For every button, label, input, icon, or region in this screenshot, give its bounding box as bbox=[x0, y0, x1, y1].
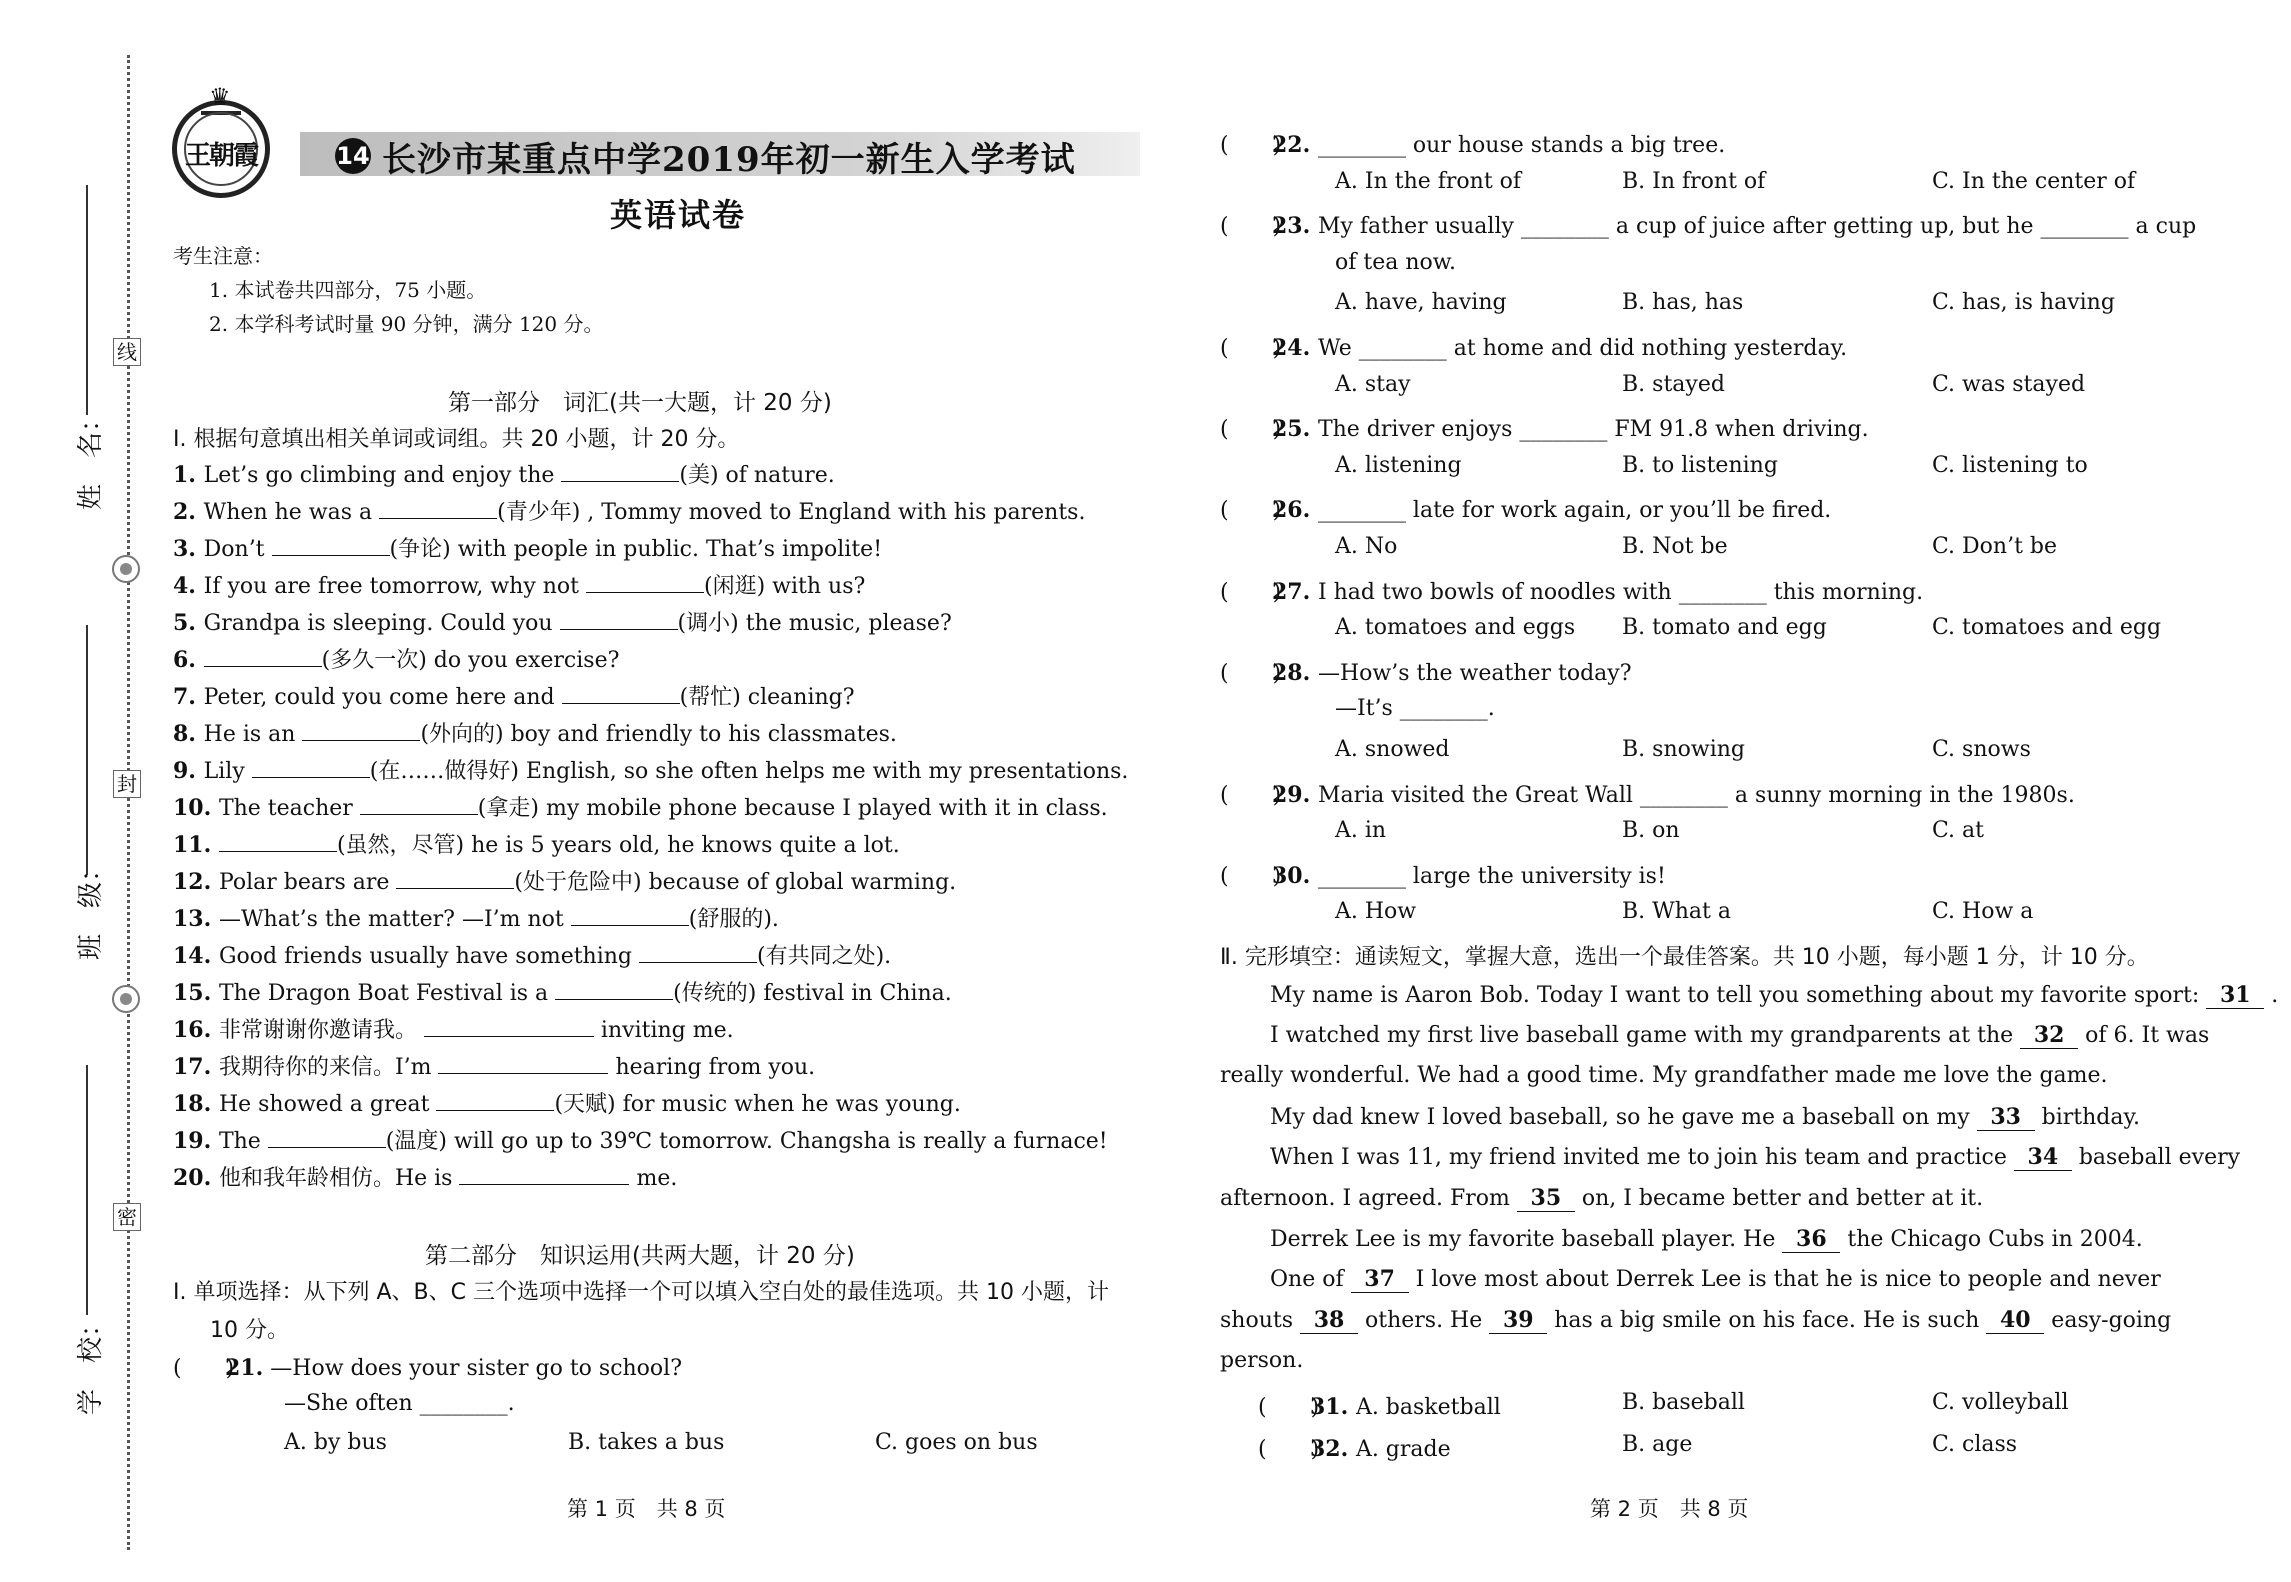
question-number: 3. bbox=[173, 536, 204, 562]
option-a[interactable]: A. snowed bbox=[1335, 737, 1450, 762]
question-text: Lily bbox=[203, 759, 252, 784]
question-number: 4. bbox=[173, 573, 204, 599]
cloze-text: the Chicago Cubs in 2004. bbox=[1840, 1227, 2143, 1252]
question-text: If you are free tomorrow, why not bbox=[203, 574, 586, 599]
part1-question bbox=[173, 902, 779, 933]
option-a[interactable]: A. listening bbox=[1335, 452, 1462, 478]
option-b[interactable]: B. tomato and egg bbox=[1622, 615, 1827, 641]
option-c[interactable]: C. volleyball bbox=[1932, 1390, 2069, 1415]
cloze-blank[interactable]: 34 bbox=[2014, 1144, 2072, 1171]
notes-heading: 考生注意： bbox=[173, 244, 273, 268]
school-field-line[interactable] bbox=[86, 1065, 88, 1315]
mc-question-line bbox=[1220, 209, 2196, 240]
cloze-text: birthday. bbox=[2034, 1105, 2140, 1130]
cloze-text: My name is Aaron Bob. Today I want to tell you something about my favorite sport: bbox=[1270, 983, 2207, 1008]
question-text: —What’s the matter? —I’m not bbox=[218, 907, 571, 932]
cloze-text: easy-going bbox=[2044, 1308, 2172, 1333]
part1-question bbox=[173, 643, 619, 674]
chinese-hint: (有共同之处). bbox=[757, 944, 892, 969]
question-text: He is an bbox=[203, 722, 303, 747]
question-number: 19. bbox=[173, 1128, 219, 1154]
answer-blank[interactable] bbox=[379, 496, 497, 519]
question-number: 31. bbox=[1310, 1394, 1356, 1420]
question-number: 9. bbox=[173, 758, 204, 784]
question-number: 11. bbox=[173, 832, 219, 858]
option-a[interactable]: A. basketball bbox=[1355, 1395, 1501, 1420]
cloze-line bbox=[1270, 1022, 2209, 1049]
cloze-blank[interactable]: 36 bbox=[1782, 1226, 1840, 1253]
answer-blank[interactable] bbox=[396, 866, 514, 889]
option-a[interactable]: A. In the front of bbox=[1335, 168, 1522, 194]
question-number: 30. bbox=[1272, 862, 1318, 889]
question-text: because of global warming. bbox=[641, 870, 957, 895]
option-c[interactable]: C. was stayed bbox=[1932, 371, 2086, 397]
question-text: with people in public. That’s impolite! bbox=[450, 537, 883, 562]
option-c[interactable]: C. goes on bus bbox=[875, 1430, 1038, 1455]
question-number: 2. bbox=[173, 499, 204, 525]
question-number: 14. bbox=[173, 943, 219, 969]
question-text: cleaning? bbox=[740, 685, 855, 710]
option-a[interactable]: A. by bus bbox=[284, 1430, 387, 1455]
answer-paren[interactable]: ( ) bbox=[1258, 1437, 1320, 1462]
page-footer: 第 1 页 共 8 页 bbox=[567, 1497, 726, 1521]
question-number: 32. bbox=[1310, 1436, 1356, 1462]
answer-paren[interactable]: ( ) bbox=[1220, 660, 1282, 686]
part1-question bbox=[173, 680, 855, 711]
part2-title: 第二部分 知识运用(共两大题，计 20 分) bbox=[425, 1243, 855, 1269]
answer-blank[interactable] bbox=[424, 1014, 594, 1037]
cloze-blank[interactable]: 38 bbox=[1300, 1307, 1358, 1334]
question-number: 27. bbox=[1272, 578, 1318, 605]
question-text: boy and friendly to his classmates. bbox=[503, 722, 897, 747]
question-number: 24. bbox=[1272, 335, 1318, 361]
name-label: 姓 名： bbox=[76, 405, 106, 510]
cloze-text: Derrek Lee is my favorite baseball player. He bbox=[1270, 1227, 1783, 1252]
answer-blank[interactable] bbox=[459, 1162, 629, 1185]
question-text: English, so she often helps me with my presentations. bbox=[518, 759, 1129, 784]
mc-question-line bbox=[1220, 656, 1632, 687]
chinese-hint: (处于危险中) bbox=[514, 870, 642, 895]
cloze-text: has a big smile on his face. He is such bbox=[1547, 1308, 1987, 1333]
cloze-text: of 6. It was bbox=[2078, 1023, 2210, 1048]
cloze-direction: Ⅱ. 完形填空：通读短文，掌握大意，选出一个最佳答案。共 10 小题，每小题 1 分，计 10 分。 bbox=[1220, 945, 2149, 970]
question-number: 13. bbox=[173, 906, 219, 932]
mc-question-line bbox=[1220, 493, 1831, 524]
question-number: 28. bbox=[1272, 659, 1318, 686]
chinese-hint: (天赋) bbox=[554, 1092, 616, 1117]
option-b[interactable]: B. In front of bbox=[1622, 168, 1766, 194]
answer-blank[interactable] bbox=[562, 681, 680, 704]
cloze-text: My dad knew I loved baseball, so he gave me a baseball on my bbox=[1270, 1105, 1977, 1130]
answer-blank[interactable] bbox=[639, 940, 757, 963]
paper-number-badge: 14 bbox=[335, 138, 371, 174]
part2-direction-cont: 10 分。 bbox=[210, 1318, 289, 1343]
answer-blank[interactable] bbox=[586, 570, 704, 593]
chinese-hint: (传统的) bbox=[673, 981, 757, 1006]
notes-item: 1. 本试卷共四部分，75 小题。 bbox=[209, 278, 487, 302]
option-a[interactable]: A. tomatoes and eggs bbox=[1335, 615, 1576, 641]
cloze-line bbox=[1270, 1226, 2143, 1253]
question-text: The driver enjoys ________ FM 91.8 when driving. bbox=[1317, 417, 1869, 443]
question-text: The teacher bbox=[218, 796, 360, 821]
chinese-hint: (帮忙) bbox=[679, 685, 741, 710]
part1-question bbox=[173, 532, 882, 563]
binding-hole-icon bbox=[112, 555, 140, 583]
answer-paren[interactable]: ( ) bbox=[173, 1356, 235, 1381]
part1-question bbox=[173, 569, 865, 600]
option-c[interactable]: C. has, is having bbox=[1932, 290, 2115, 316]
question-21-line2: —She often ________. bbox=[284, 1391, 515, 1416]
option-b[interactable]: B. Not be bbox=[1622, 534, 1728, 559]
option-a[interactable]: A. grade bbox=[1355, 1437, 1451, 1462]
question-text: the music, please? bbox=[738, 611, 952, 636]
question-text: Don’t bbox=[203, 537, 272, 562]
answer-paren[interactable]: ( ) bbox=[1220, 214, 1282, 240]
option-b[interactable]: B. baseball bbox=[1622, 1390, 1745, 1415]
page-subtitle: 英语试卷 bbox=[610, 196, 747, 234]
name-field-line[interactable] bbox=[86, 185, 88, 415]
part1-question bbox=[173, 976, 952, 1007]
binding-mark-feng: 封 bbox=[113, 770, 141, 798]
question-text: When he was a bbox=[203, 500, 380, 525]
option-a[interactable]: A. stay bbox=[1335, 371, 1411, 397]
question-text: Polar bears are bbox=[218, 870, 397, 895]
question-text: Maria visited the Great Wall ________ a sunny morning in the 1980s. bbox=[1317, 782, 2075, 808]
question-number: 22. bbox=[1272, 132, 1318, 158]
cloze-blank[interactable]: 39 bbox=[1489, 1307, 1547, 1334]
part1-question bbox=[173, 754, 1128, 785]
mc-question-line bbox=[1220, 575, 1923, 606]
question-text: of nature. bbox=[718, 463, 835, 488]
binding-mark-mi: 密 bbox=[113, 1203, 141, 1231]
chinese-hint: (舒服的). bbox=[688, 907, 779, 932]
question-text: me. bbox=[629, 1166, 678, 1191]
answer-paren[interactable]: ( ) bbox=[1220, 133, 1282, 158]
question-number: 1. bbox=[173, 462, 204, 488]
part1-question bbox=[173, 495, 1085, 526]
cloze-text: . bbox=[2264, 983, 2279, 1008]
question-number: 12. bbox=[173, 869, 219, 895]
question-text: festival in China. bbox=[756, 981, 952, 1006]
question-text: 我期待你的来信。I’m bbox=[218, 1055, 439, 1080]
option-b[interactable]: B. takes a bus bbox=[568, 1430, 725, 1455]
publisher-logo: ♛ 王朝霞 bbox=[172, 100, 270, 198]
cloze-text: One of bbox=[1270, 1267, 1351, 1292]
cloze-line bbox=[1270, 1104, 2140, 1131]
question-text: will go up to 39℃ tomorrow. Changsha is really a furnace! bbox=[446, 1129, 1108, 1154]
question-number: 8. bbox=[173, 721, 204, 747]
chinese-hint: (调小) bbox=[677, 611, 739, 636]
part1-question bbox=[173, 1013, 734, 1044]
question-text: my mobile phone because I played with it in class. bbox=[538, 796, 1108, 821]
chinese-hint: (在……做得好) bbox=[369, 759, 519, 784]
question-text: Let’s go climbing and enjoy the bbox=[203, 463, 562, 488]
page-title: 长沙市某重点中学2019年初一新生入学考试 bbox=[382, 140, 1076, 180]
question-text: 非常谢谢你邀请我。 bbox=[218, 1018, 424, 1043]
page-footer: 第 2 页 共 8 页 bbox=[1590, 1497, 1749, 1521]
question-number: 15. bbox=[173, 980, 219, 1006]
cloze-blank[interactable]: 33 bbox=[1977, 1104, 2035, 1131]
chinese-hint: (多久一次) bbox=[321, 648, 427, 673]
class-label: 班 级： bbox=[76, 855, 106, 960]
question-number: 5. bbox=[173, 610, 204, 636]
question-text: with us? bbox=[765, 574, 866, 599]
answer-paren[interactable]: ( ) bbox=[1220, 417, 1282, 443]
option-a[interactable]: A. How bbox=[1335, 899, 1417, 925]
part1-question bbox=[173, 458, 835, 489]
question-number: 25. bbox=[1272, 416, 1318, 443]
question-number: 10. bbox=[173, 795, 219, 821]
cloze-text: I watched my first live baseball game with my grandparents at the bbox=[1270, 1023, 2021, 1048]
answer-blank[interactable] bbox=[268, 1125, 386, 1148]
part1-question bbox=[173, 1124, 1108, 1155]
cloze-line bbox=[1270, 982, 2278, 1009]
option-b[interactable]: B. on bbox=[1622, 818, 1680, 844]
answer-blank[interactable] bbox=[561, 459, 679, 482]
question-text: The Dragon Boat Festival is a bbox=[218, 981, 556, 1006]
part1-question bbox=[173, 1087, 961, 1118]
part1-question bbox=[173, 939, 891, 970]
answer-blank[interactable] bbox=[204, 644, 322, 667]
question-number: 18. bbox=[173, 1091, 219, 1117]
option-b[interactable]: B. age bbox=[1622, 1432, 1693, 1457]
question-number: 6. bbox=[173, 647, 204, 673]
option-b[interactable]: B. What a bbox=[1622, 899, 1732, 925]
answer-blank[interactable] bbox=[438, 1051, 608, 1074]
class-field-line[interactable] bbox=[86, 625, 88, 875]
part1-question bbox=[173, 1050, 815, 1081]
question-number: 23. bbox=[1272, 213, 1318, 240]
question-text: hearing from you. bbox=[608, 1055, 816, 1080]
part1-title: 第一部分 词汇(共一大题，计 20 分) bbox=[448, 390, 832, 416]
cloze-text: shouts bbox=[1220, 1308, 1300, 1333]
question-text: of tea now. bbox=[1335, 249, 1456, 275]
option-b[interactable]: B. has, has bbox=[1622, 290, 1744, 316]
cloze-line bbox=[1220, 1307, 2171, 1334]
chinese-hint: (外向的) bbox=[420, 722, 504, 747]
question-text: he is 5 years old, he knows quite a lot. bbox=[464, 833, 900, 858]
answer-blank[interactable] bbox=[252, 755, 370, 778]
option-c[interactable]: C. tomatoes and egg bbox=[1932, 615, 2162, 641]
answer-blank[interactable] bbox=[302, 718, 420, 741]
cloze-text: on, I became better and better at it. bbox=[1574, 1186, 1984, 1211]
cloze-text: afternoon. I agreed. From bbox=[1220, 1186, 1517, 1211]
question-number: 26. bbox=[1272, 497, 1318, 524]
part1-question bbox=[173, 791, 1108, 822]
answer-paren[interactable]: ( ) bbox=[1220, 336, 1282, 361]
cloze-line bbox=[1270, 1144, 2240, 1171]
mc-question-line bbox=[1335, 696, 1495, 721]
question-text: He showed a great bbox=[218, 1092, 437, 1117]
question-number: 20. bbox=[173, 1165, 219, 1191]
question-number: 17. bbox=[173, 1054, 219, 1080]
cloze-line bbox=[1270, 1266, 2161, 1293]
part1-question bbox=[173, 1161, 677, 1192]
option-a[interactable]: A. No bbox=[1335, 534, 1398, 559]
cloze-text: baseball every bbox=[2071, 1145, 2241, 1170]
question-text: The bbox=[218, 1129, 268, 1154]
option-b[interactable]: B. stayed bbox=[1622, 371, 1725, 397]
option-c[interactable]: C. In the center of bbox=[1932, 168, 2136, 194]
cloze-blank[interactable]: 35 bbox=[1517, 1185, 1575, 1212]
question-text: We ________ at home and did nothing yesterday. bbox=[1317, 336, 1848, 361]
chinese-hint: (争论) bbox=[389, 537, 451, 562]
cloze-blank[interactable]: 31 bbox=[2206, 982, 2264, 1009]
cloze-question bbox=[1258, 1390, 1501, 1421]
answer-blank[interactable] bbox=[436, 1088, 554, 1111]
cloze-blank[interactable]: 37 bbox=[1351, 1266, 1409, 1293]
part1-question bbox=[173, 606, 952, 637]
option-c[interactable]: C. at bbox=[1932, 818, 1984, 844]
question-text: for music when he was young. bbox=[615, 1092, 961, 1117]
question-number: 7. bbox=[173, 684, 204, 710]
option-c[interactable]: C. class bbox=[1932, 1432, 2018, 1457]
cloze-text: When I was 11, my friend invited me to join his team and practice bbox=[1270, 1145, 2014, 1170]
question-text: My father usually ________ a cup of juice after getting up, but he ________ a cup bbox=[1317, 214, 2197, 240]
chinese-hint: (拿走) bbox=[477, 796, 539, 821]
chinese-hint: (青少年) bbox=[497, 500, 581, 525]
question-text: —It’s ________. bbox=[1335, 696, 1495, 722]
binding-mark-xian: 线 bbox=[113, 338, 141, 366]
mc-question-line bbox=[1220, 412, 1869, 443]
answer-paren[interactable]: ( ) bbox=[1220, 863, 1282, 889]
cloze-text: others. He bbox=[1358, 1308, 1490, 1333]
question-text: inviting me. bbox=[593, 1018, 734, 1043]
chinese-hint: (闲逛) bbox=[704, 574, 766, 599]
question-text: 他和我年龄相仿。He is bbox=[218, 1166, 460, 1191]
question-number: 16. bbox=[173, 1017, 219, 1043]
option-b[interactable]: B. snowing bbox=[1622, 737, 1745, 762]
option-c[interactable]: C. listening to bbox=[1932, 452, 2088, 478]
answer-blank[interactable] bbox=[272, 533, 390, 556]
option-c[interactable]: C. Don’t be bbox=[1932, 534, 2058, 559]
cloze-line bbox=[1220, 1185, 1983, 1212]
question-21: ( )21. —How does your sister go to school? bbox=[173, 1351, 682, 1382]
part1-question bbox=[173, 828, 900, 859]
option-a[interactable]: A. in bbox=[1335, 818, 1387, 844]
answer-blank[interactable] bbox=[571, 903, 689, 926]
question-text: Grandpa is sleeping. Could you bbox=[203, 611, 560, 636]
mc-question-line bbox=[1220, 331, 1847, 362]
chinese-hint: (温度) bbox=[385, 1129, 447, 1154]
answer-paren[interactable]: ( ) bbox=[1220, 498, 1282, 524]
question-text: Peter, could you come here and bbox=[203, 685, 562, 710]
option-b[interactable]: B. to listening bbox=[1622, 452, 1778, 478]
cloze-blank[interactable]: 40 bbox=[1986, 1307, 2044, 1334]
mc-question-line bbox=[1220, 128, 1725, 159]
question-text: do you exercise? bbox=[426, 648, 620, 673]
exam-notes bbox=[173, 240, 604, 342]
cloze-line: really wonderful. We had a good time. My grandfather made me love the game. bbox=[1220, 1063, 2108, 1088]
question-number: 29. bbox=[1272, 781, 1318, 808]
question-text: ________ our house stands a big tree. bbox=[1317, 133, 1726, 158]
part1-direction: Ⅰ. 根据句意填出相关单词或词组。共 20 小题，计 20 分。 bbox=[173, 427, 740, 452]
question-text: ________ large the university is! bbox=[1317, 863, 1666, 889]
chinese-hint: (美) bbox=[679, 463, 719, 488]
school-label: 学 校： bbox=[76, 1310, 106, 1415]
answer-blank[interactable] bbox=[555, 977, 673, 1000]
binding-dotted-line bbox=[127, 55, 130, 1550]
answer-paren[interactable]: ( ) bbox=[1258, 1395, 1320, 1420]
question-text: Good friends usually have something bbox=[218, 944, 639, 969]
binding-hole-icon bbox=[112, 985, 140, 1013]
question-text: , Tommy moved to England with his parents. bbox=[580, 500, 1086, 525]
question-text: ________ late for work again, or you’ll be fired. bbox=[1317, 498, 1832, 524]
answer-paren[interactable]: ( ) bbox=[1220, 782, 1282, 808]
notes-item: 2. 本学科考试时量 90 分钟，满分 120 分。 bbox=[209, 312, 604, 336]
chinese-hint: (虽然，尽管) bbox=[336, 833, 465, 858]
cloze-text: I love most about Derrek Lee is that he is nice to people and never bbox=[1408, 1267, 2161, 1292]
answer-blank[interactable] bbox=[219, 829, 337, 852]
part1-question bbox=[173, 865, 956, 896]
question-text: I had two bowls of noodles with ________ this morning. bbox=[1317, 579, 1924, 605]
question-text: —How’s the weather today? bbox=[1317, 660, 1632, 686]
cloze-blank[interactable]: 32 bbox=[2020, 1022, 2078, 1049]
answer-paren[interactable]: ( ) bbox=[1220, 579, 1282, 605]
option-c[interactable]: C. How a bbox=[1932, 899, 2034, 925]
mc-question-line bbox=[1220, 859, 1666, 890]
cloze-question bbox=[1258, 1432, 1451, 1463]
option-a[interactable]: A. have, having bbox=[1335, 290, 1507, 316]
cloze-line: person. bbox=[1220, 1348, 1304, 1373]
answer-blank[interactable] bbox=[560, 607, 678, 630]
answer-blank[interactable] bbox=[360, 792, 478, 815]
part2-direction: Ⅰ. 单项选择：从下列 A、B、C 三个选项中选择一个可以填入空白处的最佳选项。共 10 小题，计 bbox=[173, 1280, 1109, 1305]
option-c[interactable]: C. snows bbox=[1932, 737, 2031, 762]
mc-question-line bbox=[1220, 778, 2075, 809]
part1-question bbox=[173, 717, 897, 748]
mc-question-line bbox=[1335, 250, 1456, 275]
